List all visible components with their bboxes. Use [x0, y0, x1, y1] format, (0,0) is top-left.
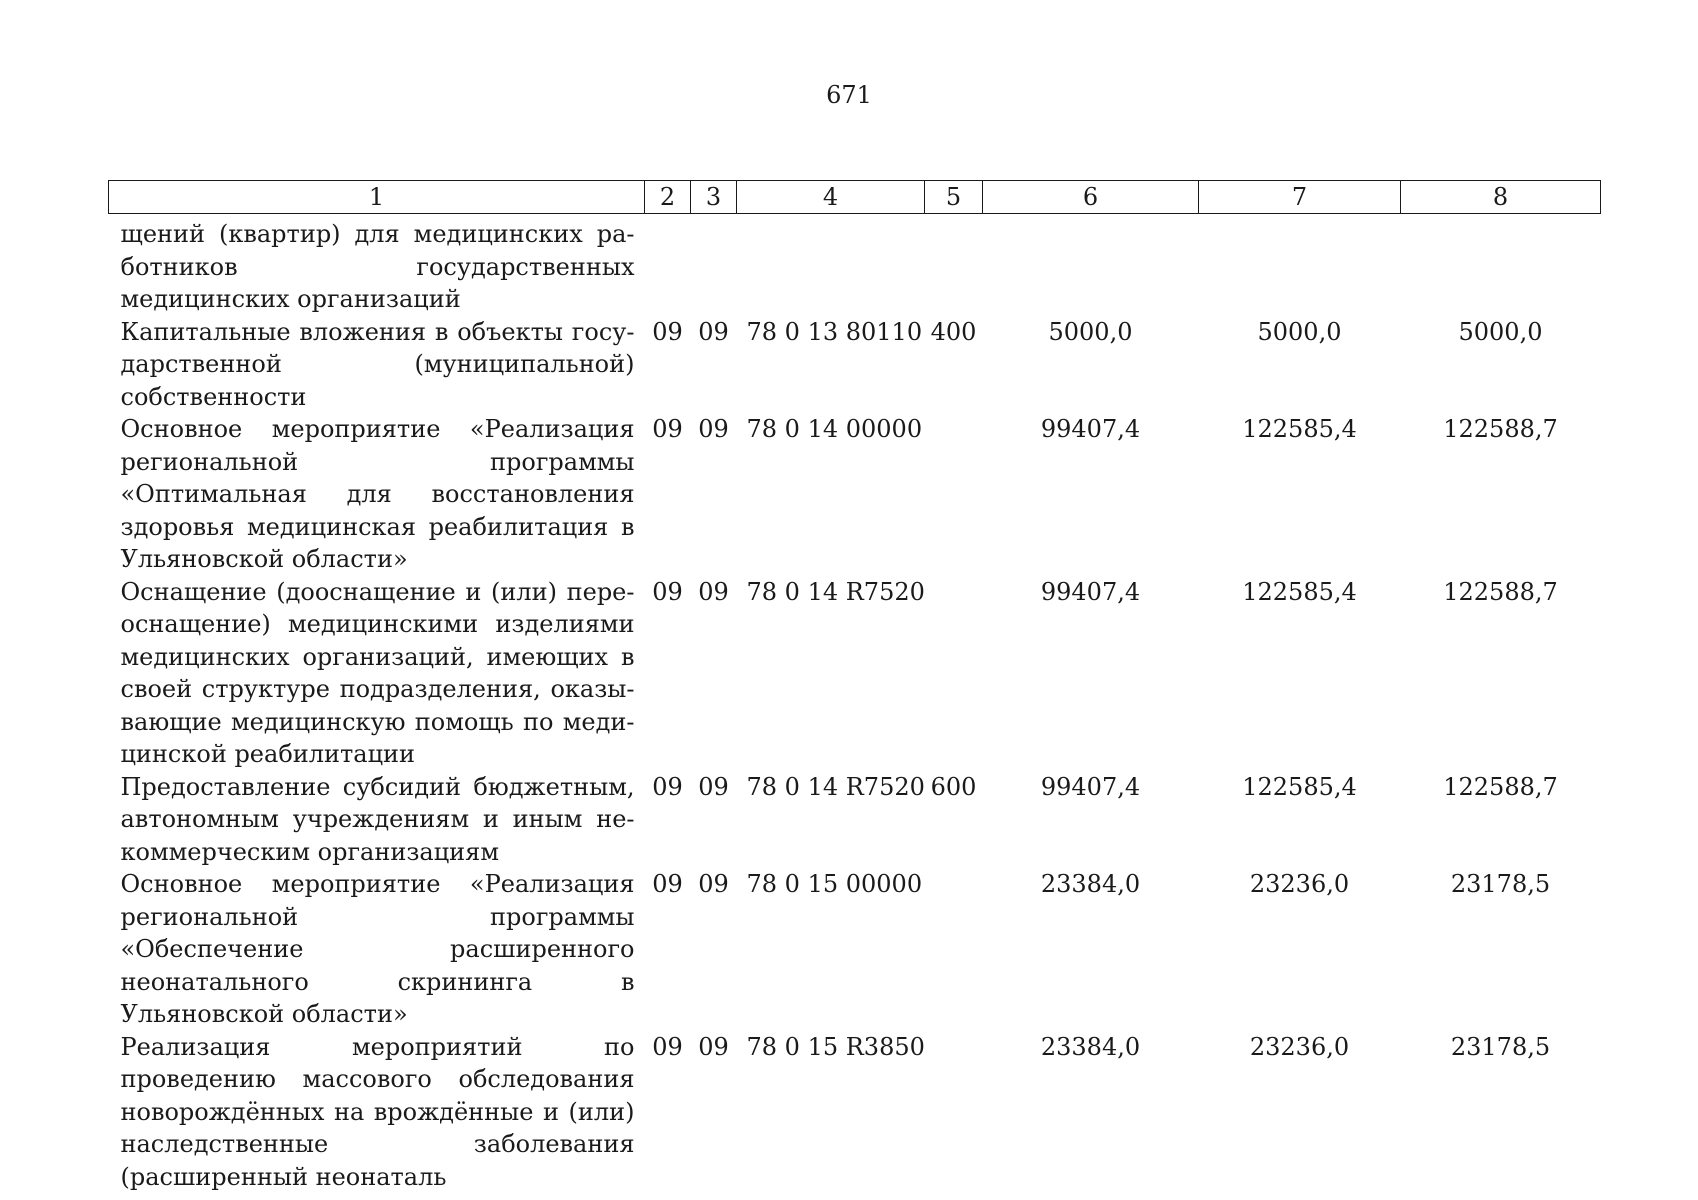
row-subsection: 09	[698, 1032, 729, 1061]
row-subsection: 09	[698, 317, 729, 346]
row-subsection: 09	[698, 577, 729, 606]
row-amount-6	[983, 214, 1199, 316]
row-name: Предоставление субсидий бюджетным, автономным учреждениям и иным некоммерческим организациям	[120, 772, 635, 866]
row-name: щений (квартир) для медицинских работников государственных медицинских организаций	[120, 220, 635, 313]
row-subsection: 09	[698, 415, 729, 443]
column-header-3: 3	[691, 181, 737, 214]
budget-table	[108, 180, 1601, 1193]
column-header-2: 2	[645, 181, 691, 214]
row-amount-8: 122588,7	[1443, 577, 1558, 606]
column-header-6: 6	[983, 181, 1199, 214]
table-row	[109, 413, 1601, 576]
table-row	[109, 1031, 1601, 1194]
row-amount-7: 5000,0	[1257, 317, 1342, 346]
row-target-code: 78 0 14 00000	[746, 415, 923, 443]
row-amount-6: 99407,4	[1040, 415, 1141, 443]
row-target-code: 78 0 15 00000	[746, 870, 923, 898]
row-expense-type	[925, 868, 983, 1031]
header-row	[109, 181, 1601, 214]
row-target-code	[737, 214, 925, 316]
row-expense-type	[925, 576, 983, 771]
row-amount-8: 122588,7	[1443, 415, 1558, 443]
row-expense-type: 600	[930, 772, 977, 801]
row-name: Основное мероприятие «Реализация региональной программы «Оптимальная для восстановления здоровья медицинская реабилитация в Ульяновской области»	[120, 415, 635, 573]
row-amount-7: 122585,4	[1242, 772, 1357, 801]
row-subsection: 09	[698, 870, 729, 898]
column-header-5: 5	[925, 181, 983, 214]
row-subsection: 09	[698, 772, 729, 801]
row-subsection	[691, 214, 737, 316]
row-amount-6: 5000,0	[1048, 317, 1133, 346]
row-amount-7: 122585,4	[1242, 577, 1357, 606]
row-section: 09	[652, 1032, 683, 1061]
row-expense-type	[925, 214, 983, 316]
row-amount-7: 23236,0	[1249, 1032, 1350, 1061]
row-target-code: 78 0 14 R7520	[746, 577, 925, 606]
column-header-4: 4	[737, 181, 925, 214]
row-amount-8: 5000,0	[1458, 317, 1543, 346]
row-name: Оснащение (дооснащение и (или) переоснащение) медицинскими изделиями медицинских организаций, имеющих в своей структуре подразделения, оказывающие медицинскую помощь по медицинской реабилитации	[120, 577, 635, 768]
row-amount-8: 122588,7	[1443, 772, 1558, 801]
table-row	[109, 214, 1601, 316]
row-expense-type	[925, 1031, 983, 1194]
table-row	[109, 868, 1601, 1031]
table-row	[109, 576, 1601, 771]
row-amount-6: 23384,0	[1040, 1032, 1141, 1061]
row-section: 09	[652, 317, 683, 346]
row-expense-type	[925, 413, 983, 576]
row-expense-type: 400	[930, 317, 977, 346]
row-name: Основное мероприятие «Реализация региональной программы «Обеспечение расширенного неонатального скрининга в Ульяновской области»	[120, 870, 635, 1028]
row-amount-7: 23236,0	[1249, 870, 1350, 898]
row-amount-8	[1401, 214, 1601, 316]
column-header-7: 7	[1199, 181, 1401, 214]
row-section	[645, 214, 691, 316]
row-section: 09	[652, 577, 683, 606]
row-name: Капитальные вложения в объекты государственной (муниципальной) собственности	[120, 317, 635, 411]
row-amount-6: 99407,4	[1040, 772, 1141, 801]
table-row	[109, 771, 1601, 869]
row-amount-8: 23178,5	[1450, 1032, 1551, 1061]
row-amount-6: 99407,4	[1040, 577, 1141, 606]
page-number: 671	[826, 81, 872, 109]
table-row	[109, 316, 1601, 414]
row-amount-8: 23178,5	[1450, 870, 1551, 898]
row-section: 09	[652, 415, 683, 443]
row-section: 09	[652, 772, 683, 801]
column-header-8: 8	[1401, 181, 1601, 214]
row-amount-7: 122585,4	[1242, 415, 1357, 443]
row-target-code: 78 0 14 R7520	[746, 772, 925, 801]
row-target-code: 78 0 13 80110	[746, 317, 923, 346]
row-target-code: 78 0 15 R3850	[746, 1032, 925, 1061]
row-name: Реализация мероприятий по проведению массового обследования новорождённых на врождённые и (или) наследственные заболевания (расширенный неонаталь	[120, 1032, 635, 1191]
row-amount-6: 23384,0	[1040, 870, 1141, 898]
row-amount-7	[1199, 214, 1401, 316]
column-header-1: 1	[109, 181, 645, 214]
row-section: 09	[652, 870, 683, 898]
